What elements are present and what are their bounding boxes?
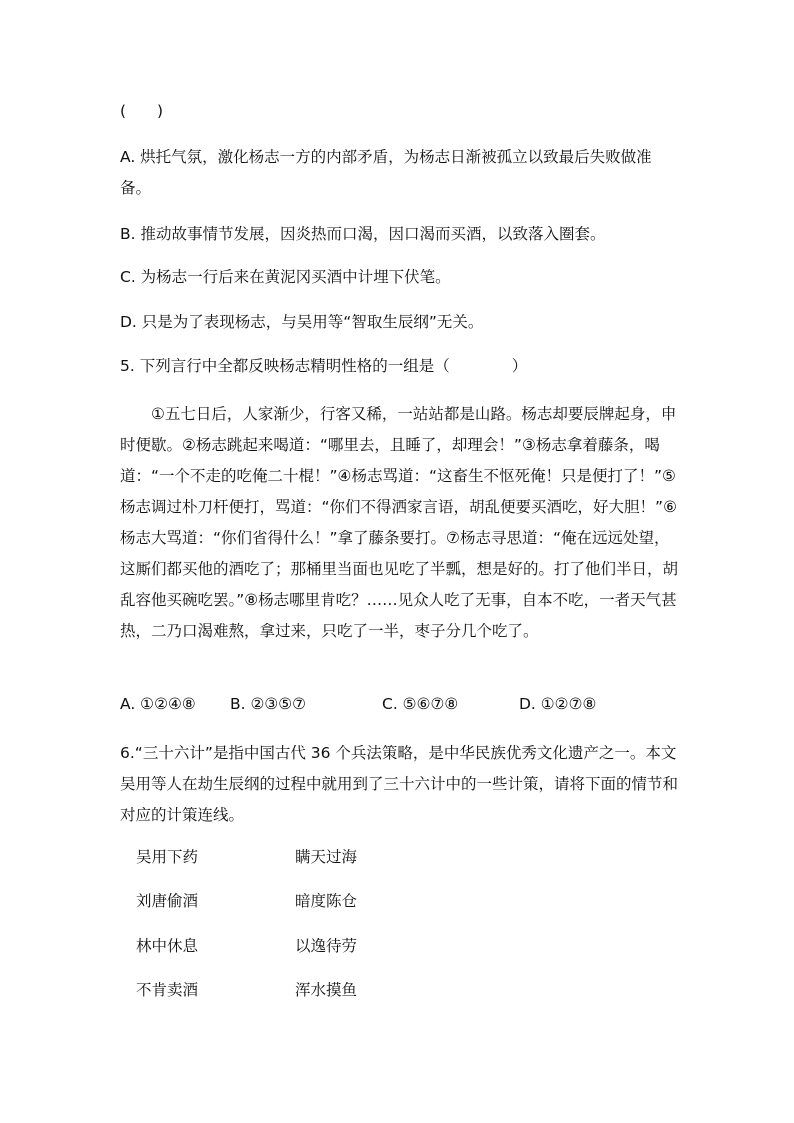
q6-strategy-item: 浑水摸鱼 [295,981,358,999]
q4-option-c: C. 为杨志一行后来在黄泥冈买酒中计埋下伏笔。 [120,268,451,286]
q5-option-b: B. ②③⑤⑦ [230,695,307,713]
q5-passage: ①五七日后，人家渐少，行客又稀，一站站都是山路。杨志却要辰牌起身，申时便歇。②杨志跳起来喝道：“哪里去，且睡了，却理会！”③杨志拿着藤条，喝道：“一个不走的吃俺二十棍！”④杨志骂道：“这畜生不怄死俺！只是便打了！”⑤杨志调过朴刀杆便打，骂道：“你们不得洒家言语，胡乱便要买酒吃，好大胆！”⑥杨志大骂道：“你们省得什么！”拿了藤条要打。⑦杨志寻思道：“俺在远远处望，这厮们都买他的酒吃了；那桶里当面也见吃了半瓢，想是好的。打了他们半日，胡乱容他买碗吃罢。”⑧杨志哪里肯吃？……见众人吃了无事，自本不吃，一者天气甚热，二乃口渴难熬，拿过来，只吃了一半，枣子分几个吃了。 [120,405,679,640]
q4-option-b: B. 推动故事情节发展，因炎热而口渴，因口渴而买酒，以致落入圈套。 [120,225,606,243]
q6-plot-item: 吴用下药 [136,848,199,866]
q6-plot-item: 林中休息 [136,937,199,955]
q4-option-a-line2: 备。 [120,179,152,197]
q6-strategy-item: 以逸待劳 [295,937,358,955]
q5-option-c: C. ⑤⑥⑦⑧ [382,695,459,713]
q6-plot-item: 不肯卖酒 [136,981,199,999]
q4-option-a-line1: A. 烘托气氛，激化杨志一方的内部矛盾，为杨志日渐被孤立以致最后失败做准 [120,148,652,166]
q5-stem: 5. 下列言行中全都反映杨志精明性格的一组是（ ） [120,357,528,375]
q4-option-d: D. 只是为了表现杨志，与吴用等“智取生辰纲”无关。 [120,313,484,331]
q6-strategy-item: 暗度陈仓 [295,892,358,910]
q5-option-a: A. ①②④⑧ [120,695,196,713]
q5-option-d: D. ①②⑦⑧ [519,695,597,713]
q6-strategy-item: 瞒天过海 [295,848,358,866]
q6-stem: 6.“三十六计”是指中国古代 36 个兵法策略，是中华民族优秀文化遗产之一。本文吴用等人在劫生辰纲的过程中就用到了三十六计中的一些计策，请将下面的情节和对应的计策连线。 [120,744,679,824]
q4-answer-bracket: ( ) [120,102,164,120]
q6-plot-item: 刘唐偷酒 [136,892,199,910]
